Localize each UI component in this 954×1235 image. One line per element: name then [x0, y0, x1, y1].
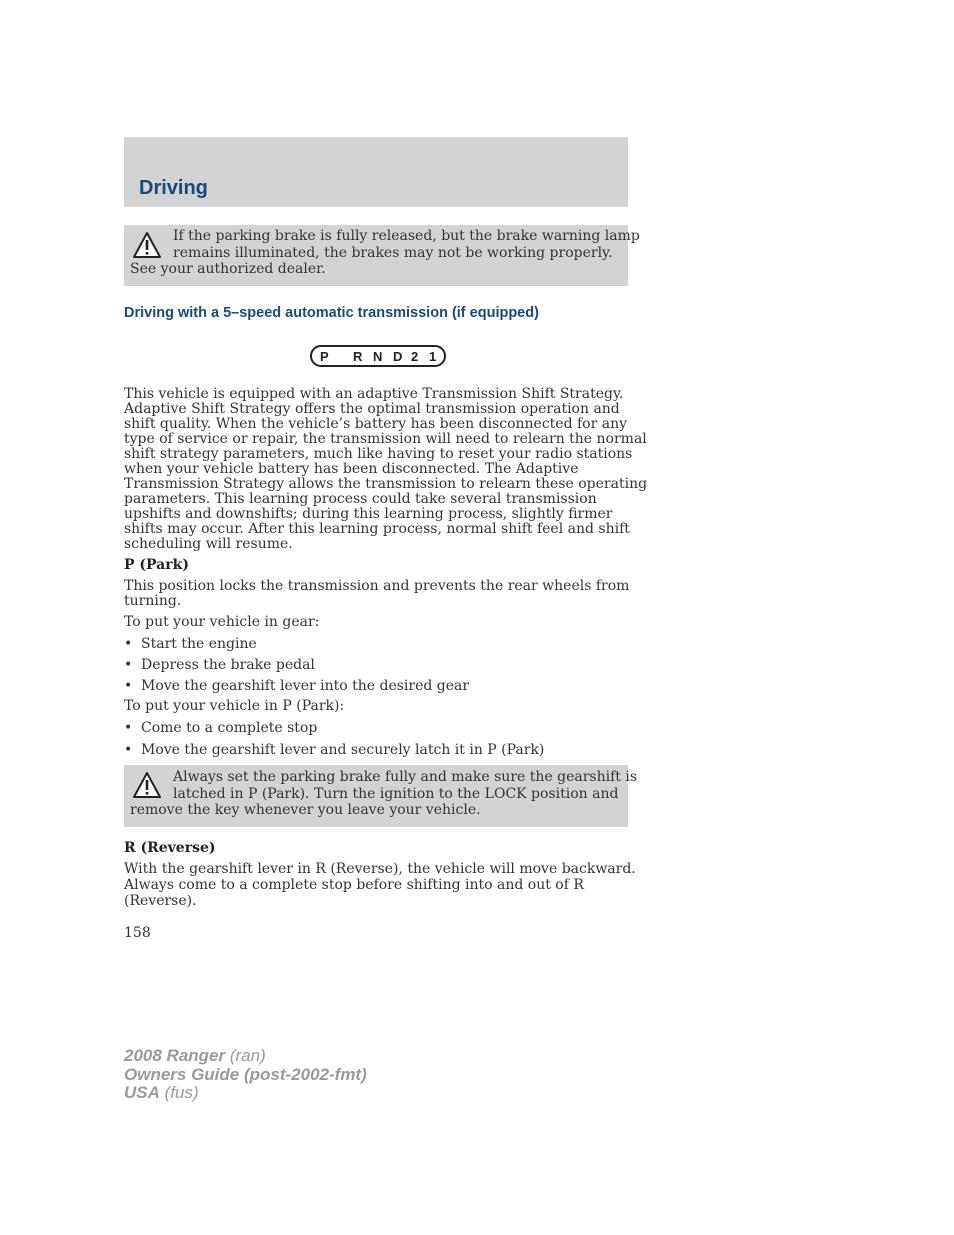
bullet-icon: • [124, 720, 133, 736]
footer-line-market: USA (fus) [124, 1083, 199, 1102]
text-line: shifts may occur. After this learning process, normal shift feel and shift [124, 521, 630, 537]
bullet-icon: • [124, 657, 133, 673]
park-paragraph [124, 579, 629, 609]
bullet-icon: • [124, 678, 133, 694]
warning-triangle-icon [132, 771, 162, 799]
reverse-heading: R (Reverse) [124, 840, 216, 856]
warning-line: If the parking brake is fully released, but the brake warning lamp [173, 228, 640, 244]
park-intro: To put your vehicle in P (Park): [124, 698, 345, 714]
text-line: This vehicle is equipped with an adaptive Transmission Shift Strategy. [124, 386, 624, 402]
subsection-heading: Driving with a 5–speed automatic transmission (if equipped) [124, 305, 539, 321]
section-title: Driving [139, 177, 208, 199]
document-footer [124, 1047, 367, 1103]
text-line: scheduling will resume. [124, 536, 293, 552]
gear-2: 2 [411, 349, 419, 364]
text-line: With the gearshift lever in R (Reverse), the vehicle will move backward. [124, 861, 636, 877]
warning-line: remove the key whenever you leave your vehicle. [130, 802, 481, 818]
text-line: Adaptive Shift Strategy offers the optimal transmission operation and [124, 401, 620, 417]
warning-line: remains illuminated, the brakes may not be working properly. [173, 245, 613, 261]
gear-d: D [393, 349, 403, 364]
text-line: (Reverse). [124, 893, 197, 909]
text-line: Transmission Strategy allows the transmission to relearn these operating [124, 476, 648, 492]
text-line: upshifts and downshifts; during this learning process, slightly firmer [124, 506, 613, 522]
gear-n: N [373, 349, 383, 364]
gear-intro: To put your vehicle in gear: [124, 614, 320, 630]
page-number: 158 [124, 925, 151, 941]
warning-line: Always set the parking brake fully and make sure the gearshift is [173, 769, 638, 785]
footer-line-guide: Owners Guide (post-2002-fmt) [124, 1064, 367, 1084]
text-line: Always come to a complete stop before shifting into and out of R [124, 877, 584, 893]
text-line: parameters. This learning process could take several transmission [124, 491, 597, 507]
warning-box-park [124, 765, 638, 827]
bullet-icon: • [124, 742, 133, 758]
text-line: type of service or repair, the transmission will need to relearn the normal [124, 431, 647, 447]
intro-paragraph [124, 387, 647, 552]
gear-indicator [310, 345, 446, 367]
gear-1: 1 [429, 349, 437, 364]
text-line: turning. [124, 593, 182, 609]
warning-line: latched in P (Park). Turn the ignition to the LOCK position and [173, 786, 619, 802]
gear-p: P [320, 349, 329, 364]
text-line: shift strategy parameters, much like having to reset your radio stations [124, 446, 633, 462]
text-line: This position locks the transmission and prevents the rear wheels from [124, 578, 630, 594]
footer-line-model: 2008 Ranger (ran) [124, 1046, 266, 1065]
park-heading: P (Park) [124, 557, 189, 573]
gear-r: R [353, 349, 363, 364]
text-line: shift quality. When the vehicle’s battery has been disconnected for any [124, 416, 628, 432]
warning-line: See your authorized dealer. [130, 261, 326, 277]
reverse-paragraph [124, 861, 636, 909]
warning-triangle-icon [132, 231, 162, 259]
bullet-icon: • [124, 636, 133, 652]
text-line: when your vehicle battery has been disconnected. The Adaptive [124, 461, 579, 477]
warning-box-brake [124, 225, 640, 286]
